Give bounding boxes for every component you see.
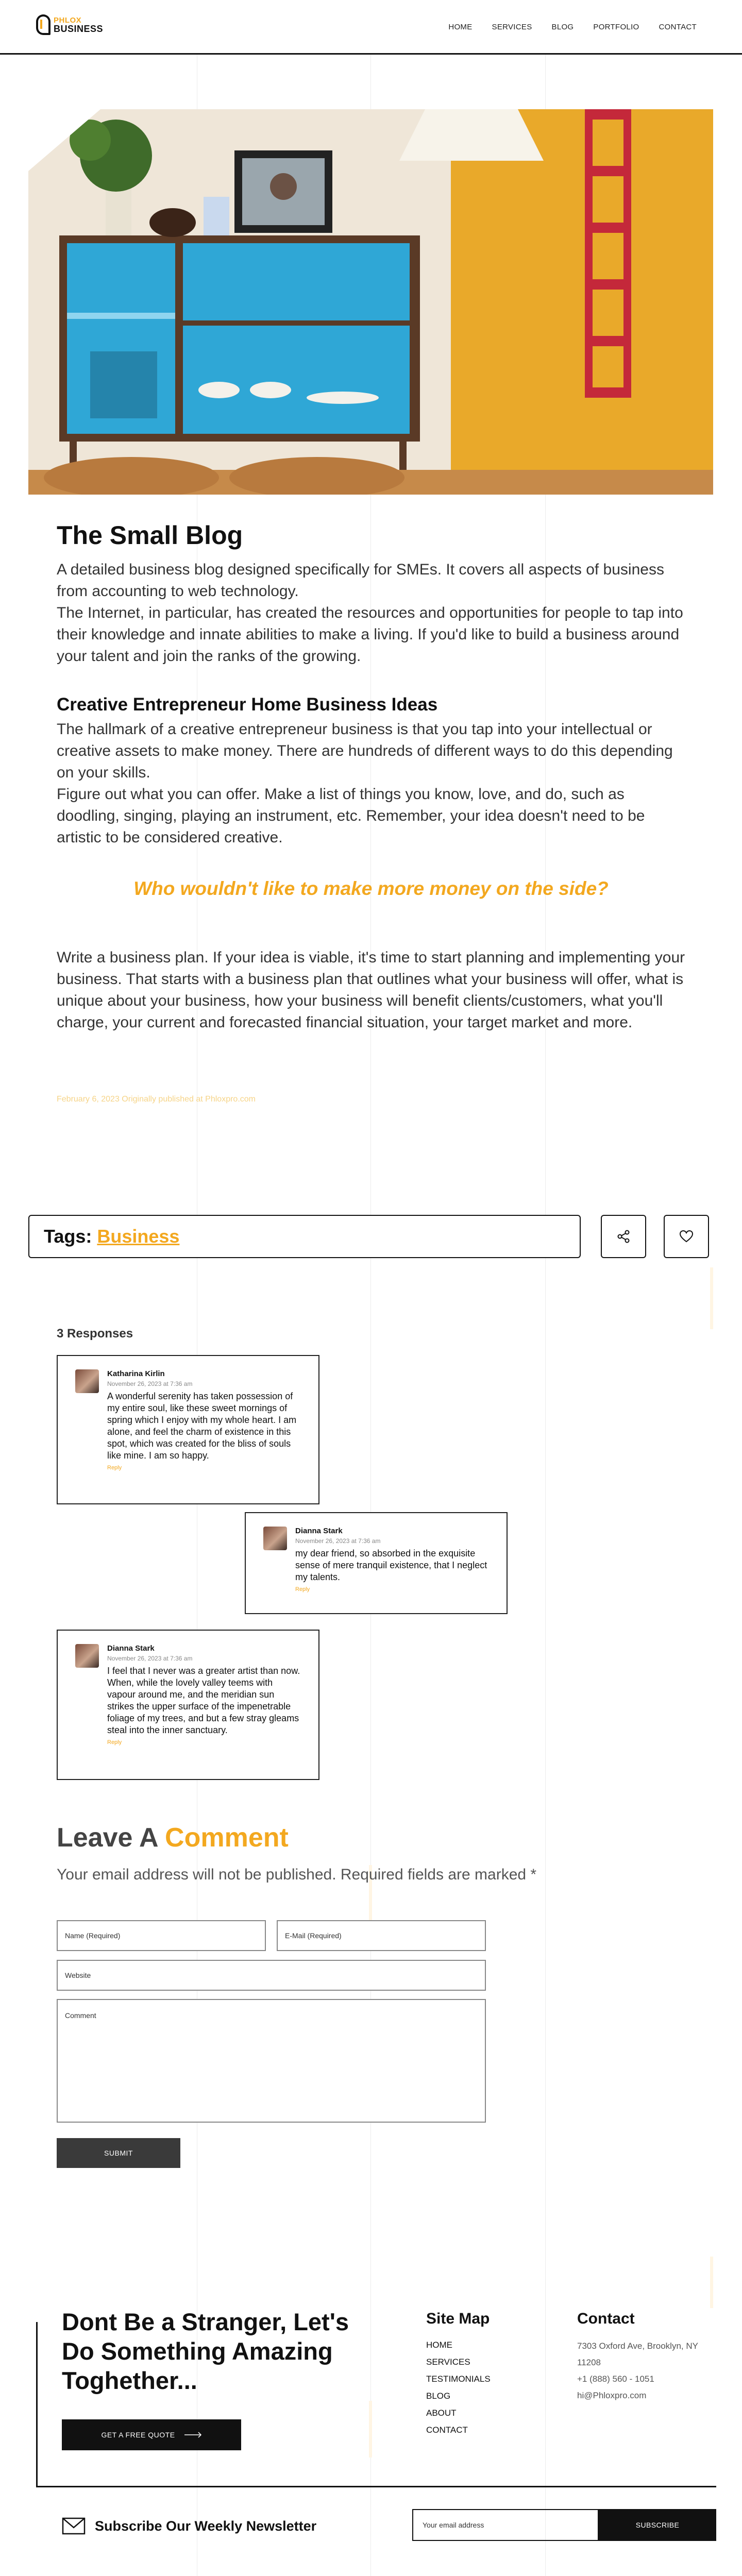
- nav-portfolio[interactable]: PORTFOLIO: [593, 23, 639, 31]
- decor-mark: [710, 2257, 713, 2308]
- sitemap-services[interactable]: SERVICES: [426, 2357, 470, 2367]
- comment-date: November 26, 2023 at 7:36 am: [295, 1537, 381, 1545]
- responses-title: 3 Responses: [57, 1327, 133, 1341]
- body-paragraph: The hallmark of a creative entrepreneur business is that you tap into your intellectual or creative assets to make money. There are hundreds of different ways to do this depending on your skills.: [57, 721, 673, 781]
- post-meta: February 6, 2023 Originally published at Phloxpro.com: [57, 1095, 256, 1104]
- comment-date: November 26, 2023 at 7:36 am: [107, 1655, 193, 1662]
- submit-button[interactable]: SUBMIT: [57, 2138, 180, 2168]
- comment: [57, 1630, 319, 1780]
- mail-icon: [62, 2517, 86, 2535]
- newsletter-email-input[interactable]: Your email address: [412, 2509, 599, 2541]
- avatar: [263, 1527, 287, 1550]
- contact-info: [577, 2338, 711, 2404]
- closing-paragraph: Write a business plan. If your idea is viable, it's time to start planning and implementing your business. That starts with a business plan that outlines what your business will offer, what is unique about your business, how your business will benefit clients/customers, what you'll charge, your current and forecasted financial situation, your target market and more.: [57, 949, 685, 1031]
- featured-image: [28, 109, 713, 495]
- contact-title: Contact: [577, 2310, 635, 2327]
- nav-services[interactable]: SERVICES: [492, 23, 532, 31]
- newsletter-title: Subscribe Our Weekly Newsletter: [95, 2518, 317, 2534]
- comment-author: Dianna Stark: [295, 1527, 343, 1535]
- pull-quote: Who wouldn't like to make more money on the side?: [133, 878, 609, 899]
- name-field[interactable]: Name (Required): [57, 1920, 266, 1951]
- post-intro: [57, 559, 685, 667]
- avatar: [75, 1369, 99, 1393]
- contact-address: 7303 Oxford Ave, Brooklyn, NY 11208: [577, 2341, 698, 2367]
- comment: [245, 1512, 508, 1614]
- featured-image-illustration: [28, 109, 713, 495]
- get-quote-button[interactable]: GET A FREE QUOTE: [62, 2419, 241, 2450]
- comment: [57, 1355, 319, 1504]
- image-corner-cut: [28, 109, 100, 171]
- comment-textarea[interactable]: Comment: [57, 1999, 486, 2123]
- tags-label: Tags:: [44, 1226, 92, 1247]
- comment-form-subtitle: Your email address will not be published. Required fields are marked *: [57, 1866, 537, 1883]
- site-logo[interactable]: [36, 14, 103, 35]
- comment-author: Dianna Stark: [107, 1644, 155, 1653]
- email-field[interactable]: E-Mail (Required): [277, 1920, 486, 1951]
- nav-blog[interactable]: BLOG: [551, 23, 574, 31]
- post-body: [57, 719, 685, 849]
- main-nav: [448, 23, 697, 31]
- tag-link[interactable]: Business: [97, 1226, 180, 1247]
- reply-link[interactable]: Reply: [107, 1739, 122, 1745]
- logo-icon: [36, 14, 50, 35]
- logo-line2: BUSINESS: [54, 23, 104, 34]
- contact-email[interactable]: hi@Phloxpro.com: [577, 2391, 647, 2400]
- avatar: [75, 1644, 99, 1668]
- heart-icon: [679, 1229, 694, 1244]
- comment-form-title: Leave A Comment: [57, 1823, 289, 1853]
- reply-link[interactable]: Reply: [295, 1586, 310, 1592]
- sitemap-home[interactable]: HOME: [426, 2340, 452, 2350]
- sitemap-about[interactable]: ABOUT: [426, 2408, 457, 2418]
- sitemap-title: Site Map: [426, 2310, 490, 2327]
- comment-text: I feel that I never was a greater artist than now. When, while the lovely valley teems with vapour around me, and the meridian sun strikes the upper surface of the impenetrable foliage of my trees, and but a few stray gleams steal into the inner sanctuary.: [107, 1666, 300, 1735]
- comment-text: my dear friend, so absorbed in the exquisite sense of mere tranquil existence, that I neglect my talents.: [295, 1548, 487, 1582]
- post-title: The Small Blog: [57, 521, 243, 550]
- site-header: [0, 0, 742, 55]
- intro-paragraph: The Internet, in particular, has created the resources and opportunities for people to tap into their knowledge and innate abilities to make a living. If you'd like to build a business around your talent and join the ranks of the growing.: [57, 604, 683, 665]
- newsletter-heading: [62, 2517, 316, 2535]
- comment-date: November 26, 2023 at 7:36 am: [107, 1380, 193, 1387]
- reply-link[interactable]: Reply: [107, 1465, 122, 1471]
- intro-paragraph: A detailed business blog designed specifically for SMEs. It covers all aspects of business from accounting to web technology.: [57, 561, 664, 600]
- arrow-right-icon: [184, 2432, 202, 2438]
- sitemap-testimonials[interactable]: TESTIMONIALS: [426, 2374, 491, 2384]
- share-icon: [616, 1229, 631, 1244]
- logo-line1: PHLOX: [54, 15, 82, 25]
- share-button[interactable]: [601, 1215, 646, 1258]
- post-subheading: Creative Entrepreneur Home Business Ideas: [57, 694, 438, 715]
- website-field[interactable]: Website: [57, 1960, 486, 1991]
- comment-author: Katharina Kirlin: [107, 1369, 165, 1378]
- nav-contact[interactable]: CONTACT: [659, 23, 697, 31]
- sitemap-links: [426, 2340, 491, 2435]
- sitemap-contact[interactable]: CONTACT: [426, 2425, 468, 2435]
- comment-text: A wonderful serenity has taken possession of my entire soul, like these sweet mornings of spring which I enjoy with my whole heart. I am alone, and feel the charm of existence in this spot, which was created for the bliss of souls like mine. I am so happy.: [107, 1391, 297, 1461]
- decor-mark: [369, 2401, 372, 2458]
- post-tags: [28, 1215, 581, 1258]
- contact-phone[interactable]: +1 (888) 560 - 1051: [577, 2374, 654, 2384]
- footer-rule: [36, 2486, 716, 2487]
- decor-mark: [710, 1267, 713, 1329]
- like-button[interactable]: [664, 1215, 709, 1258]
- footer-cta-title: Dont Be a Stranger, Let's Do Something Amazing Toghether...: [62, 2308, 349, 2394]
- post-closing: [57, 947, 685, 1033]
- subscribe-button[interactable]: SUBSCRIBE: [599, 2509, 716, 2541]
- nav-home[interactable]: HOME: [448, 23, 473, 31]
- body-paragraph: Figure out what you can offer. Make a list of things you know, love, and do, such as doodling, singing, playing an instrument, etc. Remember, your idea doesn't need to be artistic to be considered creative.: [57, 786, 645, 846]
- sitemap-blog[interactable]: BLOG: [426, 2391, 451, 2401]
- footer-divider: [36, 2322, 38, 2486]
